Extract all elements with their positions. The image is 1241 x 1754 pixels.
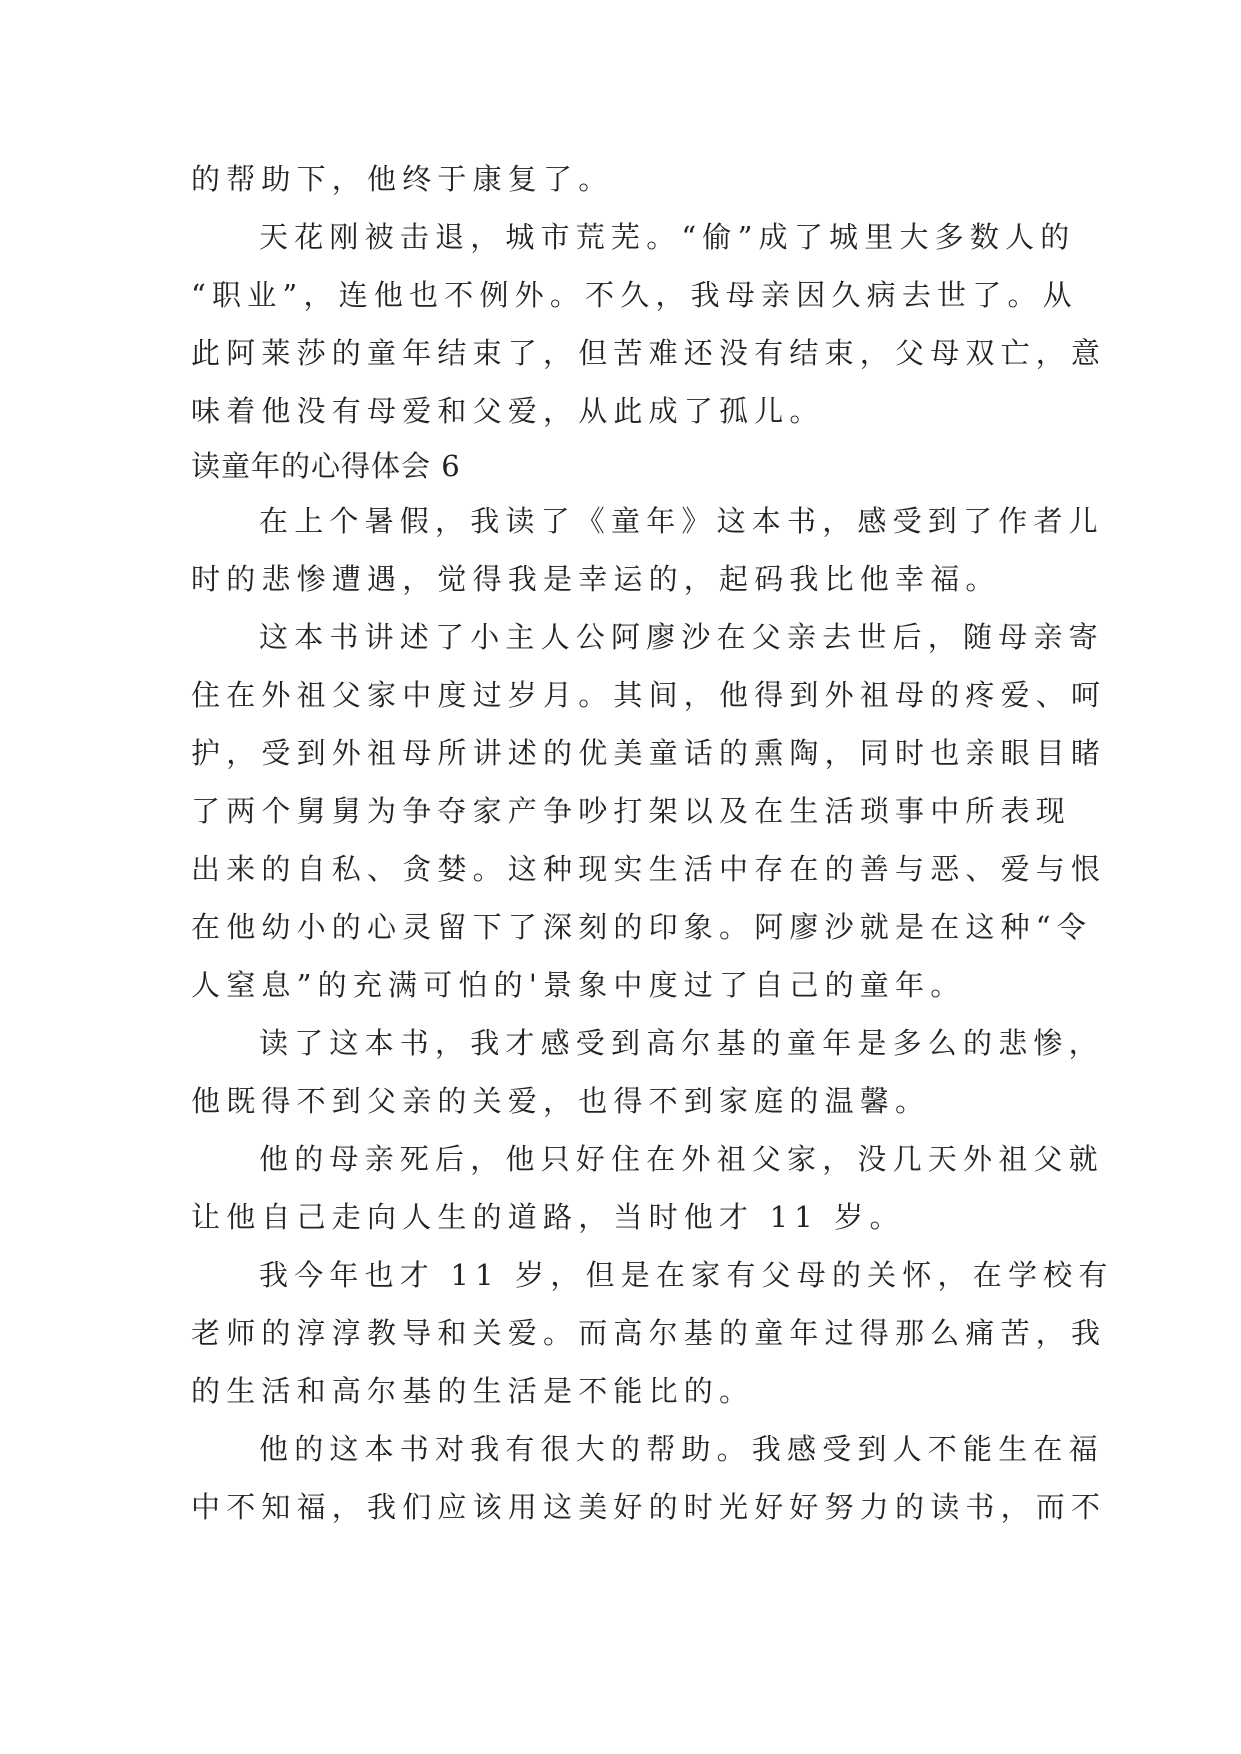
text-line: 在上个暑假，我读了《童年》这本书，感受到了作者儿: [259, 504, 1104, 538]
text-line: 人窒息”的充满可怕的'景象中度过了自己的童年。: [191, 968, 966, 1002]
text-line: 时的悲惨遭遇，觉得我是幸运的，起码我比他幸福。: [191, 562, 1001, 596]
text-line: 出来的自私、贪婪。这种现实生活中存在的善与恶、爱与恨: [191, 852, 1107, 886]
text-line: 的生活和高尔基的生活是不能比的。: [191, 1374, 755, 1408]
text-line: 的帮助下，他终于康复了。: [191, 162, 614, 196]
text-line: 这本书讲述了小主人公阿廖沙在父亲去世后，随母亲寄: [259, 620, 1104, 654]
text-line: 在他幼小的心灵留下了深刻的印象。阿廖沙就是在这种“令: [191, 910, 1093, 944]
text-line: 让他自己走向人生的道路，当时他才 11 岁。: [191, 1200, 905, 1234]
text-line: 他的这本书对我有很大的帮助。我感受到人不能生在福: [259, 1432, 1104, 1466]
text-line: 我今年也才 11 岁，但是在家有父母的关怀，在学校有: [259, 1258, 1114, 1292]
text-line: 读了这本书，我才感受到高尔基的童年是多么的悲惨，: [259, 1026, 1104, 1060]
text-line: 他既得不到父亲的关爱，也得不到家庭的温馨。: [191, 1084, 931, 1118]
text-line: 护，受到外祖母所讲述的优美童话的熏陶，同时也亲眼目睹: [191, 736, 1107, 770]
text-line: 他的母亲死后，他只好住在外祖父家，没几天外祖父就: [259, 1142, 1104, 1176]
text-line: 天花刚被击退，城市荒芜。“偷”成了城里大多数人的: [259, 220, 1076, 254]
text-line: 老师的淳淳教导和关爱。而高尔基的童年过得那么痛苦，我: [191, 1316, 1107, 1350]
text-line: 中不知福，我们应该用这美好的时光好好努力的读书，而不: [191, 1490, 1107, 1524]
text-line: 味着他没有母爱和父爱，从此成了孤儿。: [191, 394, 825, 428]
text-line: 住在外祖父家中度过岁月。其间，他得到外祖母的疼爱、呵: [191, 678, 1107, 712]
section-heading: 读童年的心得体会 6: [191, 449, 461, 483]
text-line: “职业”，连他也不例外。不久，我母亲因久病去世了。从: [191, 278, 1078, 312]
text-line: 此阿莱莎的童年结束了，但苦难还没有结束，父母双亡，意: [191, 336, 1107, 370]
document-page: [191, 150, 1114, 1536]
text-line: 了两个舅舅为争夺家产争吵打架以及在生活琐事中所表现: [191, 794, 1072, 828]
